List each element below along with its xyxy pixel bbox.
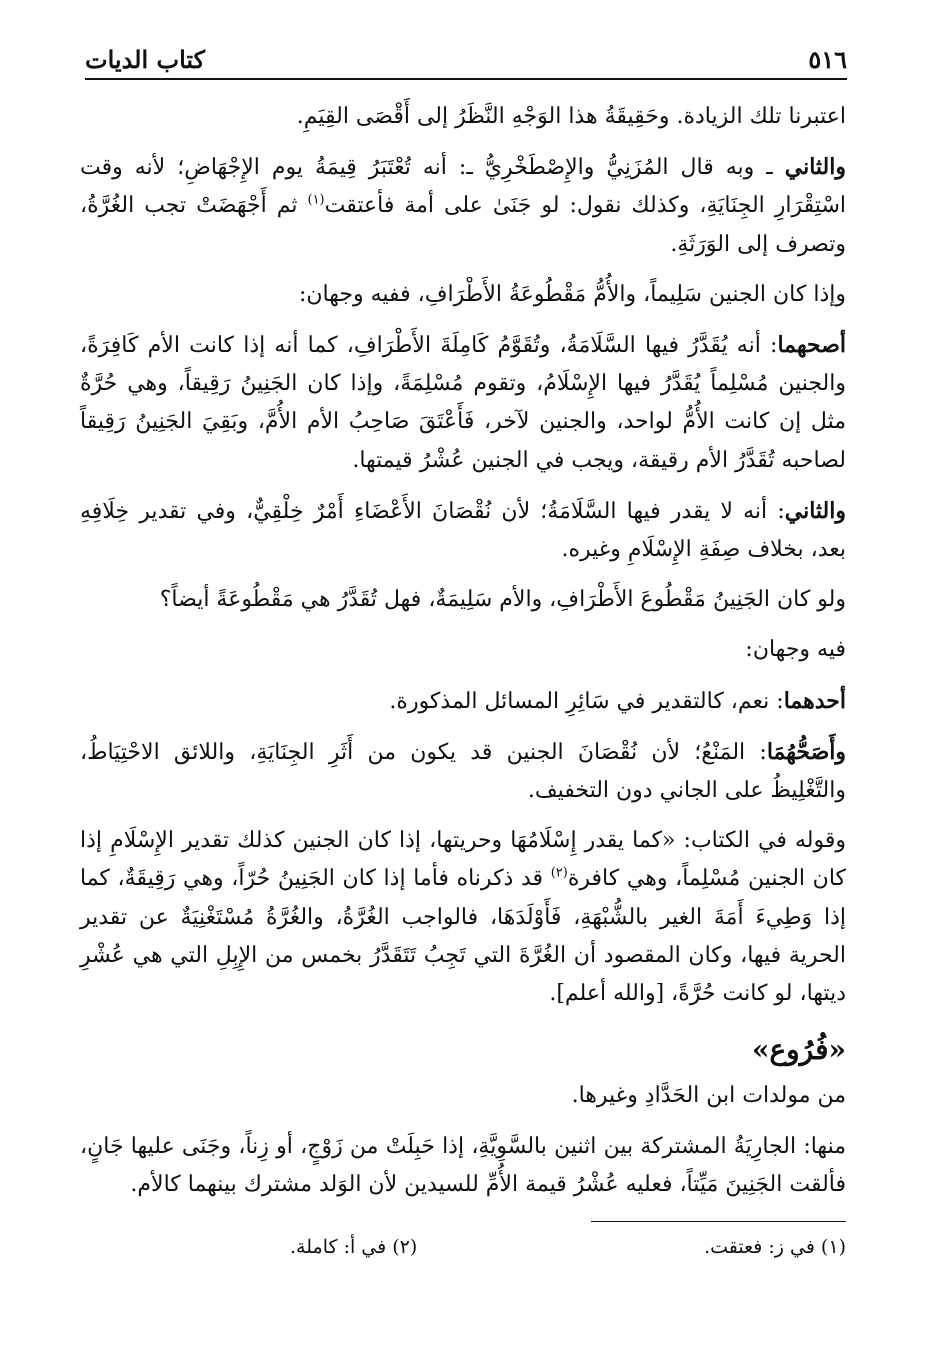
- paragraph-6: [80, 581, 846, 619]
- paragraph-text: : نعم، كالتقدير في سَائِرِ المسائل المذكورة.: [389, 688, 784, 714]
- paragraph-8: [80, 682, 846, 721]
- paragraph-3: [80, 276, 846, 314]
- paragraph-lead: أحدهما: [783, 687, 846, 714]
- paragraph-text: : المَنْعُ؛ لأن نُقْصَانَ الجنين قد يكون من أَثَرِ الجِنَايَةِ، واللائق الاحْتِيَاطُ، والتَّغْلِيظُ على الجاني دون التخفيف.: [80, 739, 846, 804]
- paragraph-text-tail: قد ذكرناه فأما إذا كان الجَنِينُ حُرّاً، وهي رَقِيقَةٌ، كما إذا وَطِيءَ أَمَةَ الغير بالشُّبْهَةِ، فَأَوْلَدَهَا، فالواجب الغُرَّةُ، والغُرَّةُ مُسْتَغْنِيَةٌ عن تقدير الحرية فيها، وكان المقصود أن الغُرَّةَ التي تَجِبُ تَتَقَدَّرُ بخمس من الإِبِلِ التي هي عُشْرِ ديتها، لو كانت حُرَّةً، [والله أعلم].: [80, 866, 846, 1007]
- running-title: كتاب الديات: [85, 45, 206, 74]
- paragraph-text-tail: ثم أَجْهَضَتْ تجب الغُرَّةُ، وتصرف إلى الوَرَثَةِ.: [80, 193, 846, 257]
- paragraph-text: : أنه لا يقدر فيها السَّلَامَةُ؛ لأن نُقْصَانَ الأَعْضَاءِ أَمْرٌ خِلْقِيٌّ، وفي تقدير خِلَافِهِ بعد، بخلاف صِفَةِ الإِسْلَامِ وغيره.: [80, 498, 846, 563]
- paragraph-5: [80, 492, 846, 569]
- paragraph-lead: والثاني: [784, 154, 846, 181]
- paragraph-1: [80, 98, 846, 136]
- section-intro: من مولدات ابن الحَدَّادِ وغيرها.: [571, 1083, 846, 1109]
- paragraph-7: [80, 631, 846, 669]
- section-paragraph: منها: الجارِيَةُ المشتركة بين اثنين بالسَّوِيَّةِ، إذا حَبِلَتْ من زَوْجٍ، أو زِناً، وجَنَى عليها جَانٍ، فألقت الجَنِينَ مَيِّتاً، فعليه عُشْرُ قيمة الأُمِّ للسيدين لأن الوَلد مشترك بينهما كالأم.: [80, 1133, 846, 1197]
- section-title: «فُرُوع»: [751, 1033, 846, 1067]
- paragraph-lead: وأَصَحُّهُمَا: [766, 738, 846, 765]
- page-body: [80, 98, 846, 1216]
- page-number: ٥١٦: [808, 45, 847, 74]
- paragraph-text: فيه وجهان:: [745, 637, 846, 663]
- footnote-2: (٢) في أ: كاملة.: [290, 1236, 418, 1258]
- paragraph-lead: أصحهما: [777, 332, 846, 359]
- paragraph-lead: والثاني: [784, 497, 846, 524]
- paragraph-9: [80, 733, 846, 810]
- paragraph-text: : أنه يُقَدَّرُ فيها السَّلَامَةُ، وتُقَوَّمُ كَامِلَةَ الأَطْرَافِ، كما أنه إذا كانت الأم كَافِرَةً، والجنين مُسْلِماً يُقَدَّرُ فيها الإِسْلَامُ، وتقوم مُسْلِمَةً، وإذا كان الجَنِينُ رَقِيقاً، وهي حُرَّةٌ مثل إن كانت الأُمُّ لواحد، والجنين لآخر، فَأَعْتَقَ صَاحِبُ الأم الأُمَّ، وبَقِيَ الجَنِينُ رَقِيقاً لصاحبه تُقَدَّرُ الأم رقيقة، ويجب في الجنين عُشْرُ قيمتها.: [80, 333, 846, 473]
- page-header: [85, 38, 847, 80]
- footnote-1: (١) في ز: فعتقت.: [704, 1236, 846, 1258]
- paragraph-text: ـ وبه قال المُزَنِيُّ والإِصْطَخْرِيُّ ـ: أنه تُعْتَبَرُ قِيمَةُ يوم الإِجْهَاضِ؛ لأنه وقت اسْتِقْرَارِ الجِنَايَةِ، وكذلك نقول: لو جَنَىٰ على أمة فأعتقت: [80, 155, 846, 219]
- paragraph-text: ولو كان الجَنِينُ مَقْطُوعَ الأَطْرَافِ، والأم سَلِيمَةٌ، فهل تُقَدَّرُ هي مَقْطُوعَةً أيضاً؟: [159, 587, 846, 613]
- paragraph-text: وإذا كان الجنين سَلِيماً، والأُمُّ مَقْطُوعَةُ الأَطْرَافِ، ففيه وجهان:: [298, 281, 846, 307]
- paragraph-10: [80, 822, 846, 1013]
- footnote-divider: [591, 1221, 846, 1222]
- paragraph-text: اعتبرنا تلك الزيادة. وحَقِيقَةُ هذا الوَجْهِ النَّظَرُ إلى أَقْصَى القِيَمِ.: [296, 104, 846, 129]
- footnote-marker: (٢): [550, 866, 568, 882]
- paragraph-4: [80, 326, 846, 480]
- paragraph-2: [80, 148, 846, 264]
- footnote-marker: (١): [307, 193, 325, 209]
- paragraph-text: وقوله في الكتاب: «كما يقدر إِسْلَامُهَا وحريتها، إذا كان الجنين كذلك تقدير الإِسْلَامِ إذا كان الجنين مُسْلِماً، وهي كافرة: [80, 828, 846, 892]
- footnotes: [290, 1236, 846, 1258]
